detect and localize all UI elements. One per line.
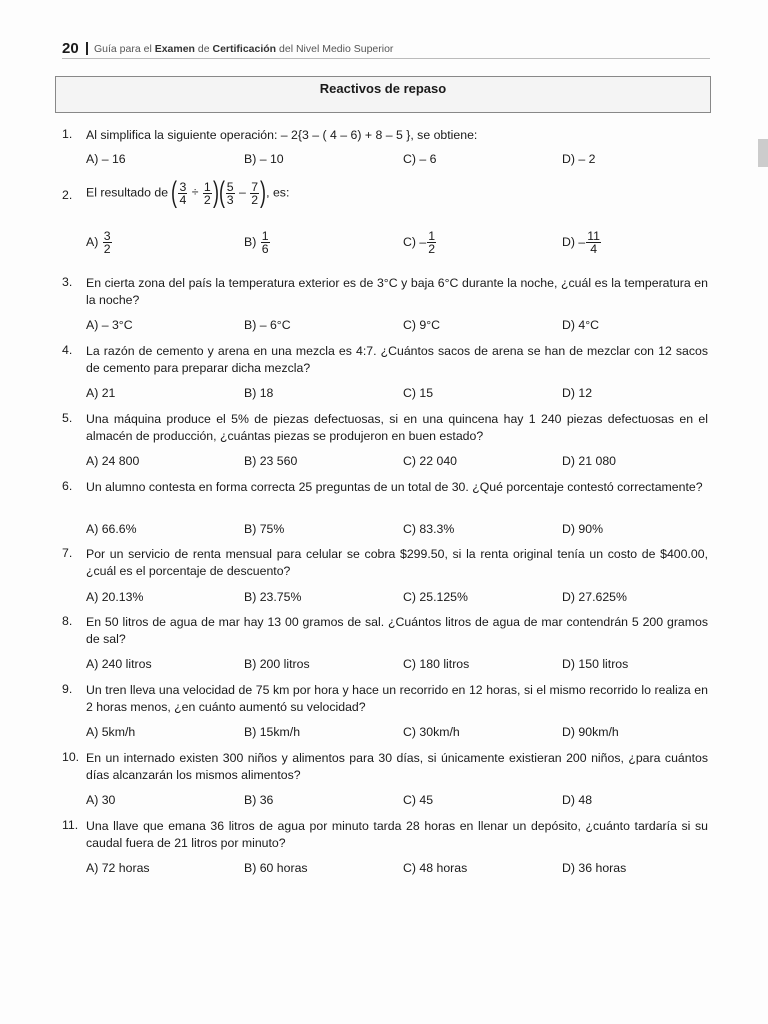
option-d: D) 48 [562,793,593,807]
option-a: A) 240 litros [86,657,152,671]
option-b: B) 36 [244,793,274,807]
option-d: D) 21 080 [562,454,617,468]
option-d: D) – $\frac{11}{4}$ [562,229,601,256]
option-a: A) 5km/h [86,725,136,739]
page-number: 20 [62,40,79,57]
option-c: C) 83.3% [403,522,455,536]
option-b: B) 23 560 [244,454,298,468]
option-d: D) 4°C [562,318,600,332]
option-b: B) – 6°C [244,318,291,332]
question-number: 11. [62,818,79,832]
math-expression: ( $\frac{3}{4}$ ÷ $\frac{1}{2}$ )( $\frac{5}{3}$ – $\frac{7}{2}$ ) [171,176,267,209]
option-d: D) 27.625% [562,590,627,604]
question-text: La razón de cemento y arena en una mezcla es 4:7. ¿Cuántos sacos de arena se han de mezclar con 12 sacos de cemento para preparar dicha mezcla? [86,344,708,375]
option-a: A) 66.6% [86,522,137,536]
guide-title: Guía para el Examen de Certificación del Nivel Medio Superior [94,43,394,55]
question-text: El resultado de ( $\frac{3}{4}$ ÷ $\frac{1}{2}$ )( $\frac{5}{3}$ – $\frac{7}{2}$ ), es: [86,176,290,209]
option-d: D) – 2 [562,152,596,166]
question-text: Un tren lleva una velocidad de 75 km por hora y hace un recorrido en 12 horas, si el mismo recorrido lo realiza en 2 horas menos, ¿en cuánto aumentó su velocidad? [86,683,708,714]
question-text: En cierta zona del país la temperatura exterior es de 3°C y baja 6°C durante la noche, ¿cuál es la temperatura en la noche? [86,276,708,307]
question-text: Un alumno contesta en forma correcta 25 preguntas de un total de 30. ¿Qué porcentaje contestó correctamente? [86,480,703,494]
option-b: B) $\frac{1}{6}$ [244,229,269,256]
question-number: 6. [62,479,73,493]
question-number: 3. [62,275,73,289]
option-d: D) 12 [562,386,593,400]
section-title: Reactivos de repaso [319,81,447,96]
option-b: B) 23.75% [244,590,302,604]
option-b: B) 18 [244,386,274,400]
page-edge-tab [758,139,768,167]
section-title-box [55,76,711,113]
option-c: C) 9°C [403,318,441,332]
question-text: En 50 litros de agua de mar hay 13 00 gramos de sal. ¿Cuántos litros de agua de mar contendrán 5 200 gramos de sal? [86,615,708,646]
question-number: 7. [62,546,73,560]
question-number: 2. [62,188,73,202]
question-text: Una llave que emana 36 litros de agua por minuto tarda 28 horas en llenar un depósito, ¿cuánto tardaría si su caudal fuera de 21 litros por minuto? [86,819,708,850]
option-a: A) 24 800 [86,454,140,468]
option-a: A) 21 [86,386,116,400]
option-d: D) 36 horas [562,861,627,875]
option-b: B) 60 horas [244,861,308,875]
question-text: Por un servicio de renta mensual para celular se cobra $299.50, si la renta original tenía un costo de $400.00, ¿cuál es el porcentaje de descuento? [86,547,708,578]
option-c: C) – $\frac{1}{2}$ [403,229,436,256]
option-b: B) – 10 [244,152,284,166]
option-d: D) 90% [562,522,604,536]
question-text: En un internado existen 300 niños y alimentos para 30 días, si únicamente existieran 200 niños, ¿para cuántos días alcanzarán los mismos alimentos? [86,751,708,782]
question-number: 4. [62,343,73,357]
question-text: Al simplifica la siguiente operación: – 2{3 – ( 4 – 6) + 8 – 5 }, se obtiene: [86,128,478,142]
option-a: A) 30 [86,793,116,807]
question-number: 9. [62,682,73,696]
question-text: Una máquina produce el 5% de piezas defectuosas, si en una quincena hay 1 240 piezas defectuosas en el almacén de producción, ¿cuántas piezas se produjeron en buen estado? [86,412,708,443]
option-b: B) 75% [244,522,285,536]
option-c: C) 180 litros [403,657,470,671]
option-c: C) 48 horas [403,861,468,875]
option-a: A) – 3°C [86,318,133,332]
header-divider [86,42,88,55]
question-number: 1. [62,127,73,141]
option-b: B) 15km/h [244,725,301,739]
option-d: D) 150 litros [562,657,629,671]
question-number: 5. [62,411,73,425]
option-d: D) 90km/h [562,725,619,739]
page-header [62,40,710,59]
option-a: A) $\frac{3}{2}$ [86,229,111,256]
question-number: 8. [62,614,73,628]
option-a: A) 20.13% [86,590,144,604]
option-c: C) 22 040 [403,454,458,468]
option-a: A) 72 horas [86,861,150,875]
option-b: B) 200 litros [244,657,310,671]
option-c: C) – 6 [403,152,437,166]
option-c: C) 15 [403,386,434,400]
option-a: A) – 16 [86,152,126,166]
question-number: 10. [62,750,80,764]
option-c: C) 45 [403,793,434,807]
option-c: C) 30km/h [403,725,460,739]
option-c: C) 25.125% [403,590,468,604]
